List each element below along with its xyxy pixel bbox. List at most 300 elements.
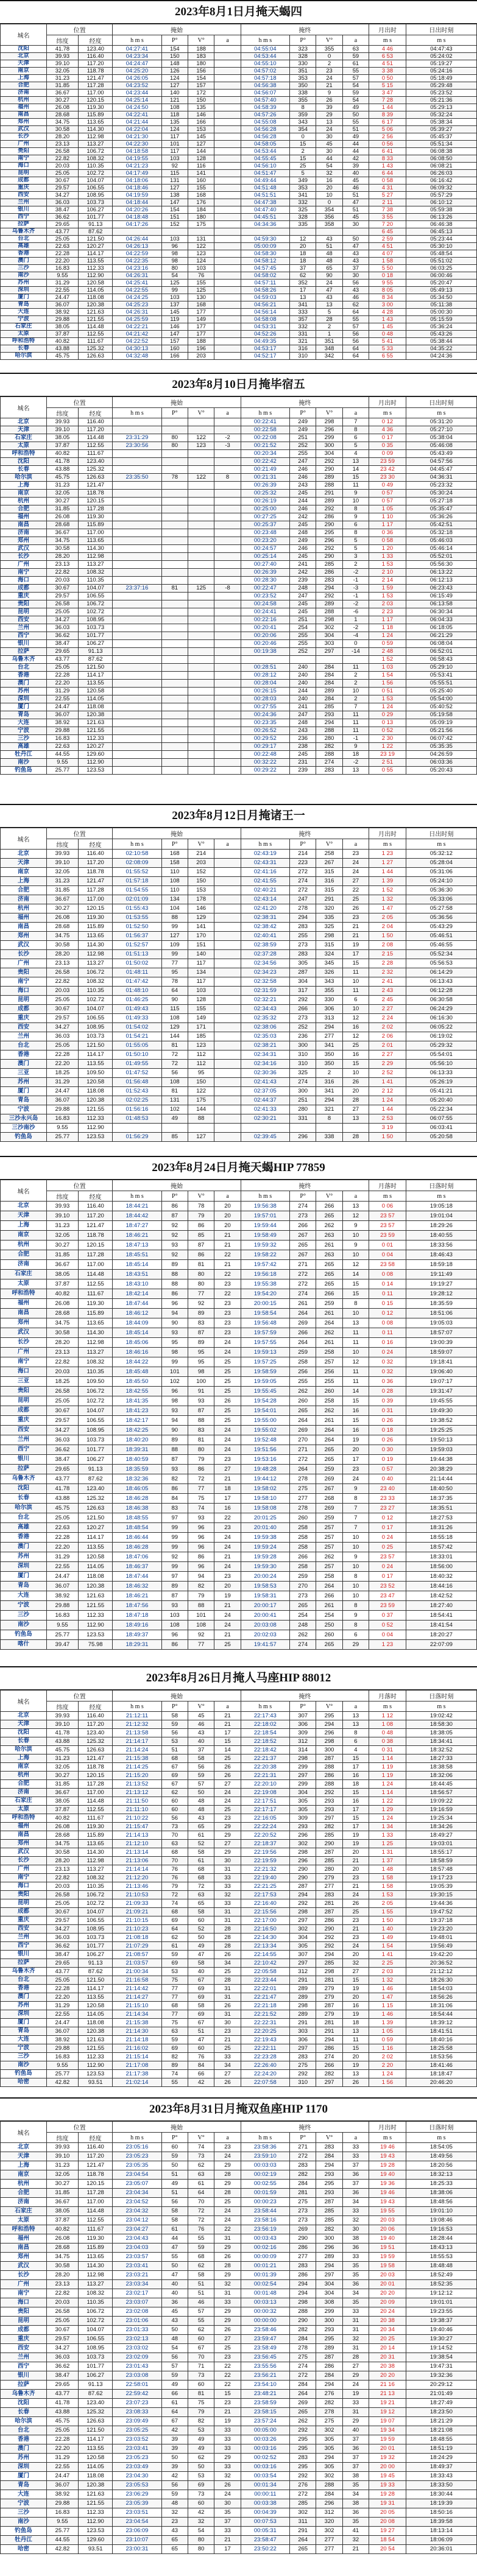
cell-egress-time: 04:58:39 — [241, 104, 289, 111]
cell-ingress-v: 88 — [188, 1416, 214, 1426]
cell-lon: 117.28 — [78, 82, 112, 90]
cell-egress-a: 36 — [342, 2170, 369, 2180]
cell-lon: 111.67 — [78, 450, 112, 458]
cell-lat: 30.67 — [46, 1005, 78, 1014]
column-header-p: P° — [161, 1191, 188, 1202]
cell-ingress-time: 23:05:07 — [113, 2180, 161, 2189]
cell-egress-p: 304 — [289, 1934, 316, 1942]
cell-egress-a: 9 — [342, 743, 369, 751]
cell-egress-v: 257 — [316, 1562, 342, 1572]
cell-lat: 30.58 — [46, 1328, 78, 1338]
cell-lat: 24.47 — [46, 1087, 78, 1096]
table-row — [1, 474, 477, 482]
cell-egress-p: 258 — [289, 1533, 316, 1543]
cell-egress-p: 309 — [289, 1729, 316, 1737]
cell-egress-time: 23:57:24 — [241, 2417, 289, 2426]
cell-egress-time: 19:55:00 — [241, 1416, 289, 1426]
cell-moon-time: 23 42 — [369, 466, 406, 474]
cell-egress-a: 8 — [342, 1494, 369, 1504]
cell-moon-time: 19 36 — [369, 2180, 406, 2189]
cell-ingress-a: 25 — [214, 1640, 241, 1650]
cell-ingress-v: 175 — [188, 221, 214, 228]
cell-lon: 121.47 — [78, 877, 112, 886]
cell-ingress-p: 23 — [161, 2518, 188, 2527]
cell-moon-time: 0 19 — [369, 1455, 406, 1465]
cell-egress-time: 00:27:40 — [241, 561, 289, 569]
table-row — [1, 2335, 477, 2344]
cell-moon-time: 20 01 — [369, 2444, 406, 2454]
cell-egress-v: 284 — [316, 2371, 342, 2381]
cell-moon-time: 1 39 — [369, 877, 406, 886]
cell-egress-a: 30 — [342, 221, 369, 228]
table-row — [1, 2070, 477, 2078]
cell-sun-time: 05:45:37 — [406, 133, 476, 141]
cell-lon: 113.55 — [78, 1993, 112, 2002]
city-name: 深圳 — [1, 695, 47, 703]
cell-egress-a: 15 — [342, 1789, 369, 1797]
city-name: 三沙永兴岛 — [1, 1114, 47, 1124]
cell-egress-v: 289 — [316, 474, 342, 482]
city-name: 海口 — [1, 163, 47, 170]
cell-ingress-p: 64 — [161, 1925, 188, 1934]
cell-lon: 110.35 — [78, 1367, 112, 1377]
city-name: 拉萨 — [1, 221, 47, 228]
cell-egress-v: 305 — [316, 2463, 342, 2472]
cell-egress-a: 2 — [342, 561, 369, 569]
cell-ingress-a — [214, 877, 241, 886]
cell-egress-a: 61 — [342, 60, 369, 68]
cell-lat: 31.29 — [46, 688, 78, 695]
cell-ingress-time: 04:26:44 — [113, 236, 161, 243]
cell-ingress-v — [188, 466, 214, 474]
cell-sun-time: 06:46:38 — [406, 221, 476, 228]
city-name: 杭州 — [1, 2180, 47, 2189]
cell-egress-p: 350 — [289, 82, 316, 90]
cell-lon: 112.98 — [78, 553, 112, 561]
table-row — [1, 2253, 477, 2262]
cell-ingress-p: 88 — [161, 913, 188, 923]
cell-ingress-a: 22 — [214, 2381, 241, 2390]
table-row — [1, 608, 477, 616]
table-row — [1, 1270, 477, 1279]
cell-lat: 39.10 — [46, 1211, 78, 1221]
cell-ingress-v: 46 — [188, 1720, 214, 1729]
cell-sun-time: 18:20:27 — [406, 1630, 476, 1640]
cell-lon: 112.98 — [78, 1857, 112, 1865]
cell-lon: 119.30 — [78, 2234, 112, 2243]
cell-ingress-v: 58 — [188, 1908, 214, 1916]
cell-ingress-time: 18:45:50 — [113, 1377, 161, 1387]
table-row — [1, 719, 477, 727]
cell-lon: 123.53 — [78, 767, 112, 775]
cell-moon-time: 6 45 — [369, 228, 406, 236]
column-header-v: V° — [188, 2133, 214, 2143]
cell-egress-time: 00:02:54 — [241, 2280, 289, 2289]
cell-egress-a: 37 — [342, 2435, 369, 2444]
cell-ingress-time: 04:23:34 — [113, 53, 161, 60]
cell-ingress-v: 96 — [188, 1523, 214, 1533]
cell-lat: 37.87 — [46, 442, 78, 450]
city-name: 南宁 — [1, 1357, 47, 1367]
cell-ingress-time: 18:48:54 — [113, 1523, 161, 1533]
city-name: 兰州 — [1, 1032, 47, 1041]
cell-egress-v: 284 — [316, 672, 342, 680]
table-row — [1, 1014, 477, 1023]
cell-egress-v: 262 — [316, 1552, 342, 1562]
city-name: 北京 — [1, 418, 47, 426]
cell-ingress-time: 18:46:12 — [113, 1309, 161, 1318]
cell-ingress-v: 150 — [188, 877, 214, 886]
cell-egress-time: 04:52:26 — [241, 331, 289, 338]
cell-egress-time: 00:03:43 — [241, 2234, 289, 2243]
cell-egress-v: 261 — [316, 1416, 342, 1426]
cell-moon-time: 0 13 — [369, 719, 406, 727]
cell-ingress-p: 69 — [161, 1959, 188, 1968]
cell-egress-time: 00:23:48 — [241, 529, 289, 537]
cell-sun-time: 18:56:00 — [406, 1562, 476, 1572]
cell-egress-time: 22:20:38 — [241, 1763, 289, 1772]
cell-egress-a: 64 — [342, 309, 369, 316]
cell-lon: 118.78 — [78, 2170, 112, 2180]
cell-egress-p: 307 — [289, 1712, 316, 1720]
cell-egress-p: 325 — [289, 1069, 316, 1078]
cell-lon: 113.65 — [78, 537, 112, 545]
cell-ingress-v: 103 — [188, 987, 214, 996]
city-name: 天津 — [1, 60, 47, 68]
cell-ingress-a — [214, 711, 241, 719]
table-row — [1, 2234, 477, 2243]
cell-ingress-a — [214, 1069, 241, 1078]
cell-ingress-p: 90 — [161, 1426, 188, 1435]
column-header-a: a — [342, 408, 369, 418]
cell-ingress-p: 89 — [161, 2061, 188, 2070]
cell-moon-time: 2 05 — [369, 913, 406, 923]
cell-ingress-p — [161, 608, 188, 616]
table-row — [1, 553, 477, 561]
cell-ingress-v: 145 — [188, 133, 214, 141]
cell-ingress-v: 125 — [188, 287, 214, 294]
cell-lat: 36.07 — [46, 711, 78, 719]
cell-egress-p: 310 — [289, 353, 316, 360]
cell-ingress-v: 128 — [188, 155, 214, 163]
cell-egress-a: 35 — [342, 2518, 369, 2527]
cell-moon-time: 1 24 — [369, 1096, 406, 1105]
cell-ingress-a: 29 — [214, 1823, 241, 1831]
cell-ingress-v: 92 — [188, 1299, 214, 1309]
cell-sun-time: 06:24:29 — [406, 1005, 476, 1014]
cell-egress-a: 41 — [342, 2527, 369, 2536]
cell-sun-time: 05:35:35 — [406, 743, 476, 751]
cell-ingress-p: 151 — [161, 214, 188, 221]
cell-egress-v: 287 — [316, 2002, 342, 2010]
cell-egress-a: 32 — [342, 2335, 369, 2344]
cell-lat: 30.58 — [46, 126, 78, 133]
column-header-a: a — [342, 35, 369, 46]
cell-sun-time: 06:05:22 — [406, 1023, 476, 1032]
cell-egress-p: 239 — [289, 577, 316, 585]
cell-lon: 120.38 — [78, 1096, 112, 1105]
city-name: 沈阳 — [1, 458, 47, 466]
cell-sun-time: 18:27:49 — [406, 2399, 476, 2408]
cell-egress-a: 56 — [342, 280, 369, 287]
cell-lon: 106.72 — [78, 968, 112, 977]
cell-ingress-time: 04:20:26 — [113, 206, 161, 214]
cell-sun-time: 06:07:55 — [406, 1114, 476, 1124]
table-row — [1, 996, 477, 1005]
cell-ingress-time: 21:08:57 — [113, 1951, 161, 1959]
cell-ingress-p: 74 — [161, 1899, 188, 1908]
cell-lat: 29.57 — [46, 2335, 78, 2344]
cell-ingress-p: 99 — [161, 1357, 188, 1367]
cell-egress-v: 257 — [316, 1543, 342, 1552]
cell-ingress-p — [161, 735, 188, 743]
column-header-time: h m s — [241, 1701, 289, 1712]
cell-lat: 25.05 — [46, 236, 78, 243]
cell-egress-time: 04:58:12 — [241, 258, 289, 265]
cell-ingress-time: 23:09:49 — [113, 2417, 161, 2426]
cell-ingress-v: 180 — [188, 60, 214, 68]
table-row — [1, 1005, 477, 1014]
cell-ingress-v: 60 — [188, 2044, 214, 2053]
cell-moon-time: 6 41 — [369, 148, 406, 155]
cell-moon-time: 19 58 — [369, 2262, 406, 2271]
cell-egress-p: 266 — [289, 1328, 316, 1338]
city-name: 高雄 — [1, 743, 47, 751]
cell-sun-time: 18:44:45 — [406, 1780, 476, 1789]
cell-ingress-time — [113, 711, 161, 719]
cell-egress-a: 11 — [342, 1338, 369, 1348]
cell-lon: 112.33 — [78, 735, 112, 743]
cell-egress-a: 1 — [342, 616, 369, 624]
cell-egress-v: 257 — [316, 1533, 342, 1543]
table-row — [1, 185, 477, 192]
cell-ingress-time: 18:29:31 — [113, 1640, 161, 1650]
city-name: 西安 — [1, 616, 47, 624]
cell-egress-v: 351 — [316, 338, 342, 345]
cell-ingress-time: 01:55:52 — [113, 868, 161, 877]
cell-lat: 26.58 — [46, 1387, 78, 1396]
cell-ingress-v: 168 — [188, 192, 214, 199]
table-row — [1, 1985, 477, 1993]
cell-ingress-time: 01:52:43 — [113, 1087, 161, 1096]
cell-egress-time: 00:03:13 — [241, 2298, 289, 2307]
cell-ingress-v: 66 — [188, 2070, 214, 2078]
cell-egress-time: 20:01:40 — [241, 1523, 289, 1533]
column-header-lon: 经度 — [78, 1191, 112, 1202]
cell-ingress-v: 58 — [188, 1848, 214, 1857]
cell-sun-time: 05:18:49 — [406, 75, 476, 82]
cell-egress-time: 23:54:10 — [241, 2381, 289, 2390]
cell-egress-a: 24 — [342, 1891, 369, 1899]
cell-lon: 121.55 — [78, 1601, 112, 1611]
cell-lon: 121.55 — [78, 316, 112, 323]
cell-egress-p: 249 — [289, 537, 316, 545]
cell-egress-time: 19:53:16 — [241, 1455, 289, 1465]
cell-sun-time: 06:14:29 — [406, 968, 476, 977]
cell-egress-time: 00:21:52 — [241, 442, 289, 450]
cell-lat: 39.93 — [46, 418, 78, 426]
cell-egress-p: 295 — [289, 2444, 316, 2454]
cell-lat: 38.47 — [46, 206, 78, 214]
cell-ingress-p: 147 — [161, 331, 188, 338]
city-name: 太原 — [1, 442, 47, 450]
cell-lon: 117.00 — [78, 90, 112, 97]
city-name: 南昌 — [1, 1309, 47, 1318]
cell-egress-a: 7 — [342, 1504, 369, 1513]
cell-egress-time: 20:01:25 — [241, 1513, 289, 1523]
table-row — [1, 1874, 477, 1882]
cell-ingress-time: 04:26:31 — [113, 272, 161, 280]
cell-ingress-v: 98 — [188, 1367, 214, 1377]
cell-lon: 108.95 — [78, 2344, 112, 2353]
cell-ingress-a: 29 — [214, 2180, 241, 2189]
cell-sun-time: 06:13:43 — [406, 977, 476, 987]
cell-egress-v: 286 — [316, 1772, 342, 1780]
cell-moon-time: 1 32 — [369, 1976, 406, 1985]
table-row — [1, 126, 477, 133]
city-name: 青岛 — [1, 2027, 47, 2036]
cell-ingress-v: 125 — [188, 585, 214, 593]
cell-egress-time: 00:02:55 — [241, 2180, 289, 2189]
cell-ingress-p: 108 — [161, 877, 188, 886]
table-row — [1, 904, 477, 913]
cell-egress-time: 19:54:01 — [241, 1406, 289, 1416]
cell-lat: 43.88 — [46, 2408, 78, 2417]
city-name: 哈尔滨 — [1, 353, 47, 360]
cell-egress-time: 00:00:11 — [241, 2490, 289, 2499]
cell-lat: 25.05 — [46, 2426, 78, 2435]
cell-egress-a: 10 — [342, 1543, 369, 1552]
cell-ingress-a: 24 — [214, 1621, 241, 1630]
table-row — [1, 656, 477, 664]
cell-egress-p: 272 — [289, 1279, 316, 1289]
cell-lat: 34.27 — [46, 1925, 78, 1934]
cell-ingress-a — [214, 913, 241, 923]
cell-egress-v: 354 — [316, 206, 342, 214]
cell-moon-time: 23 59 — [369, 1231, 406, 1240]
cell-egress-a: 15 — [342, 959, 369, 968]
cell-ingress-time: 21:14:30 — [113, 2027, 161, 2036]
cell-moon-time: 8 05 — [369, 287, 406, 294]
cell-egress-p: 341 — [289, 192, 316, 199]
cell-egress-p: 37 — [289, 265, 316, 272]
cell-ingress-time: 01:55:05 — [113, 1041, 161, 1050]
cell-ingress-p: 96 — [161, 1299, 188, 1309]
occultation-section — [0, 804, 477, 1151]
cell-lon: 91.13 — [78, 648, 112, 656]
cell-egress-a: 7 — [342, 1523, 369, 1533]
column-header-ms: m s — [369, 408, 406, 418]
cell-ingress-v: 61 — [188, 2180, 214, 2189]
cell-ingress-a — [214, 280, 241, 287]
cell-lon: 121.47 — [78, 1754, 112, 1763]
cell-sun-time: 18:23:50 — [406, 2408, 476, 2417]
column-header-time: h m s — [241, 2133, 289, 2143]
cell-egress-time: 02:35:32 — [241, 1014, 289, 1023]
cell-ingress-p: 131 — [161, 1096, 188, 1105]
cell-egress-v: 250 — [316, 1621, 342, 1630]
table-row — [1, 2426, 477, 2435]
cell-sun-time: 19:05:03 — [406, 1318, 476, 1328]
cell-ingress-a — [214, 53, 241, 60]
cell-ingress-p — [161, 569, 188, 577]
cell-ingress-p — [161, 759, 188, 767]
cell-egress-time: 22:18:02 — [241, 1720, 289, 1729]
city-name: 福州 — [1, 1299, 47, 1309]
cell-lat: 36.67 — [46, 2198, 78, 2207]
cell-ingress-p: 77 — [161, 2010, 188, 2019]
cell-egress-p: 246 — [289, 505, 316, 513]
cell-moon-time: 1 44 — [369, 104, 406, 111]
cell-egress-p: 272 — [289, 868, 316, 877]
city-name: 银川 — [1, 2371, 47, 2381]
cell-ingress-time: 23:04:30 — [113, 2472, 161, 2481]
cell-egress-p: 264 — [289, 2536, 316, 2545]
cell-egress-time: 02:38:21 — [241, 1041, 289, 1050]
cell-egress-v: 266 — [316, 2061, 342, 2070]
cell-ingress-a: 24 — [214, 1445, 241, 1455]
cell-egress-a: 30 — [342, 272, 369, 280]
city-name: 北京 — [1, 1202, 47, 1211]
cell-lon: 106.27 — [78, 2371, 112, 2381]
table-row — [1, 751, 477, 759]
cell-egress-a: 49 — [342, 104, 369, 111]
cell-sun-time: 05:46:03 — [406, 537, 476, 545]
cell-egress-a: 9 — [342, 1552, 369, 1562]
cell-lon: 102.72 — [78, 2317, 112, 2326]
cell-moon-time: 3 47 — [369, 90, 406, 97]
cell-ingress-a: 28 — [214, 1976, 241, 1985]
cell-moon-time: 8 39 — [369, 111, 406, 119]
cell-ingress-time: 23:03:34 — [113, 2280, 161, 2289]
cell-sun-time: 18:49:37 — [406, 2463, 476, 2472]
table-row — [1, 301, 477, 309]
cell-ingress-time: 21:10:15 — [113, 1916, 161, 1925]
cell-lat: 39.93 — [46, 1202, 78, 1211]
cell-ingress-a: 26 — [214, 1951, 241, 1959]
cell-ingress-v: 63 — [188, 1891, 214, 1899]
cell-ingress-v: 122 — [188, 1087, 214, 1096]
city-name: 香港 — [1, 2435, 47, 2444]
cell-egress-a: 35 — [342, 2262, 369, 2271]
city-name: 沈阳 — [1, 1729, 47, 1737]
city-name: 南沙 — [1, 2061, 47, 2070]
cell-lat: 20.03 — [46, 1882, 78, 1891]
table-row — [1, 1891, 477, 1899]
table-row — [1, 1746, 477, 1754]
cell-egress-time: 00:23:35 — [241, 719, 289, 727]
cell-egress-v: 287 — [316, 2198, 342, 2207]
cell-sun-time: 18:55:18 — [406, 1533, 476, 1543]
cell-egress-v: 265 — [316, 1260, 342, 1270]
cell-sun-time: 20:46:20 — [406, 2078, 476, 2087]
cell-egress-time: 04:56:10 — [241, 163, 289, 170]
cell-moon-time: 1 50 — [369, 1133, 406, 1142]
column-header-p: P° — [161, 408, 188, 418]
cell-moon-time: 1 24 — [369, 1814, 406, 1823]
cell-ingress-a — [214, 1133, 241, 1142]
column-header-lat: 纬度 — [46, 408, 78, 418]
cell-egress-time: 02:44:37 — [241, 1096, 289, 1105]
cell-egress-time: 22:19:43 — [241, 2036, 289, 2044]
cell-ingress-v: 85 — [188, 1231, 214, 1240]
cell-egress-p: 272 — [289, 1455, 316, 1465]
cell-moon-time: 19 43 — [369, 2152, 406, 2161]
table-row — [1, 1806, 477, 1814]
city-name: 南沙 — [1, 272, 47, 280]
cell-ingress-a — [214, 688, 241, 695]
cell-lat: 32.05 — [46, 2170, 78, 2180]
